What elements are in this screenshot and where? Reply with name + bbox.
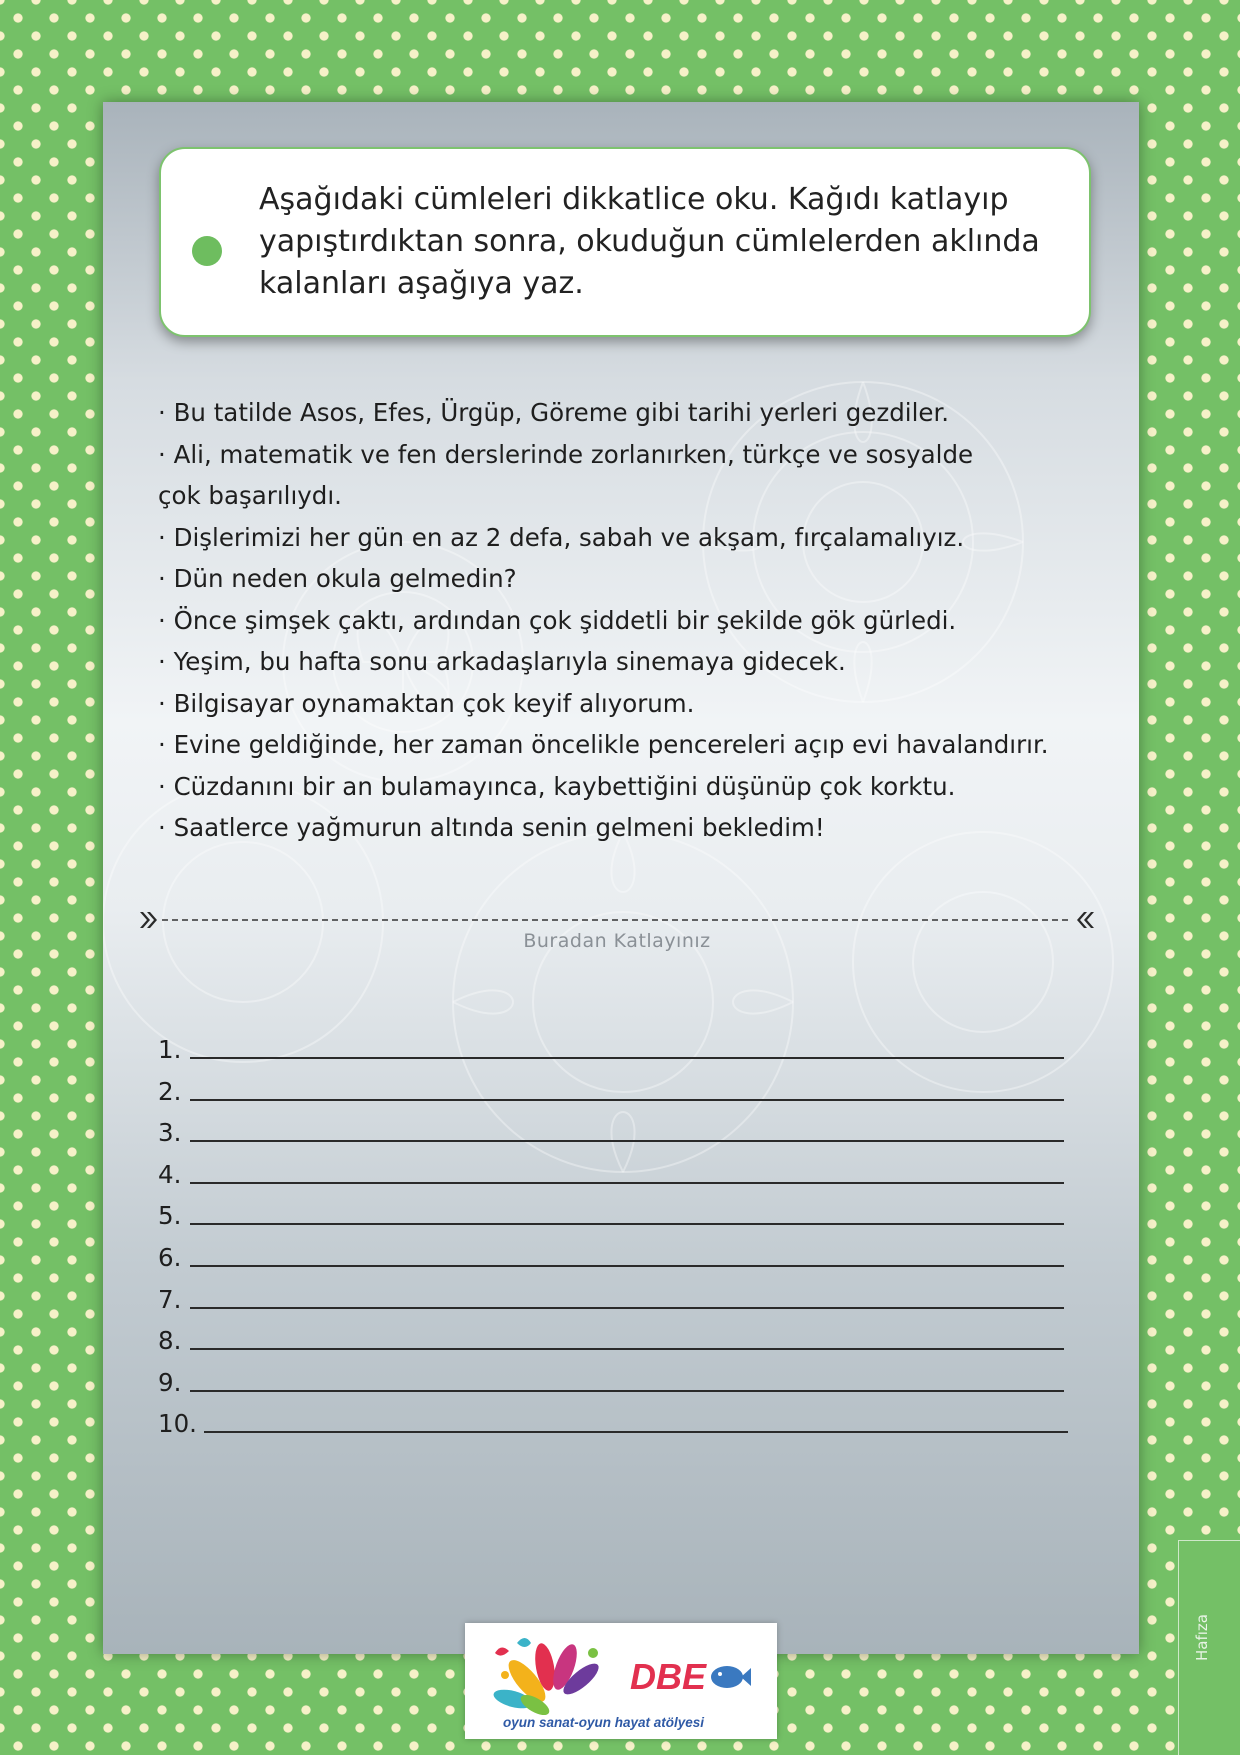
logo-card xyxy=(465,1623,777,1739)
answer-line[interactable] xyxy=(158,1196,1068,1238)
double-chevron-right-icon xyxy=(140,912,157,928)
sentence-line: · Yeşim, bu hafta sonu arkadaşlarıyla sinemaya gidecek. xyxy=(158,647,846,676)
logo-brand: DBE xyxy=(630,1656,707,1697)
answer-rule xyxy=(190,1348,1064,1350)
answer-number: 10. xyxy=(158,1409,197,1439)
answer-number: 5. xyxy=(158,1201,182,1231)
answer-rule xyxy=(190,1057,1064,1059)
answer-line[interactable] xyxy=(158,1072,1068,1114)
answer-rule xyxy=(190,1099,1064,1101)
answer-line[interactable] xyxy=(158,1404,1068,1446)
logo-slogan: oyun sanat-oyun hayat atölyesi xyxy=(503,1715,705,1730)
sentence-list xyxy=(158,392,1108,849)
sentence-line: çok başarılıydı. xyxy=(158,481,342,510)
sentence-line: · Dün neden okula gelmedin? xyxy=(158,564,517,593)
answer-number: 1. xyxy=(158,1035,182,1064)
fold-label: Buradan Katlayınız xyxy=(523,930,711,952)
answer-number: 3. xyxy=(158,1118,182,1148)
dashed-fold-line xyxy=(140,908,1094,932)
answer-rule xyxy=(190,1140,1064,1142)
sentence-line: · Cüzdanını bir an bulamayınca, kaybettiğini düşünüp çok korktu. xyxy=(158,771,956,801)
answer-line[interactable] xyxy=(158,1030,1068,1072)
answer-rule xyxy=(190,1307,1064,1309)
sentence-line: · Dişlerimizi her gün en az 2 defa, sabah ve akşam, fırçalamalıyız. xyxy=(158,522,965,552)
answer-line[interactable] xyxy=(158,1280,1068,1322)
answer-number: 9. xyxy=(158,1367,182,1397)
bullet-dot-icon xyxy=(192,236,222,266)
fold-line xyxy=(140,908,1094,952)
answer-rule xyxy=(190,1390,1064,1392)
side-tab-label: Hafıza xyxy=(1193,1614,1211,1661)
answer-number: 6. xyxy=(158,1242,182,1272)
answer-line[interactable] xyxy=(158,1155,1068,1197)
answer-list xyxy=(158,1030,1068,1446)
answer-number: 2. xyxy=(158,1076,182,1106)
instruction-box xyxy=(159,147,1091,337)
answer-number: 7. xyxy=(158,1284,182,1314)
dbe-logo xyxy=(465,1623,777,1739)
answer-line[interactable] xyxy=(158,1238,1068,1280)
sentence-line: · Ali, matematik ve fen derslerinde zorlanırken, türkçe ve sosyalde xyxy=(158,439,974,469)
answer-number: 4. xyxy=(158,1159,182,1189)
sentence-line: · Bilgisayar oynamaktan çok keyif alıyorum. xyxy=(158,688,695,718)
sentence-line: · Saatlerce yağmurun altında senin gelmeni bekledim! xyxy=(158,813,825,842)
fish-icon xyxy=(711,1666,751,1688)
answer-rule xyxy=(190,1182,1064,1184)
answer-rule xyxy=(190,1265,1064,1267)
answer-line[interactable] xyxy=(158,1321,1068,1363)
sentence-line: · Önce şimşek çaktı, ardından çok şiddetli bir şekilde gök gürledi. xyxy=(158,605,957,635)
instruction-text: Aşağıdaki cümleleri dikkatlice oku. Kağıdı katlayıp yapıştırdıktan sonra, okuduğun cümlelerden aklında kalanları aşağıya yaz. xyxy=(259,182,1040,301)
answer-rule xyxy=(204,1431,1068,1433)
sentence-line: · Evine geldiğinde, her zaman öncelikle pencereleri açıp evi havalandırır. xyxy=(158,730,1049,759)
answer-line[interactable] xyxy=(158,1113,1068,1155)
answer-number: 8. xyxy=(158,1326,182,1356)
answer-line[interactable] xyxy=(158,1363,1068,1405)
sentence-line: · Bu tatilde Asos, Efes, Ürgüp, Göreme gibi tarihi yerleri gezdiler. xyxy=(158,398,950,427)
double-chevron-left-icon xyxy=(1077,912,1094,928)
flower-splash-icon xyxy=(492,1638,603,1719)
side-tab xyxy=(1178,1540,1240,1755)
answer-rule xyxy=(190,1223,1064,1225)
